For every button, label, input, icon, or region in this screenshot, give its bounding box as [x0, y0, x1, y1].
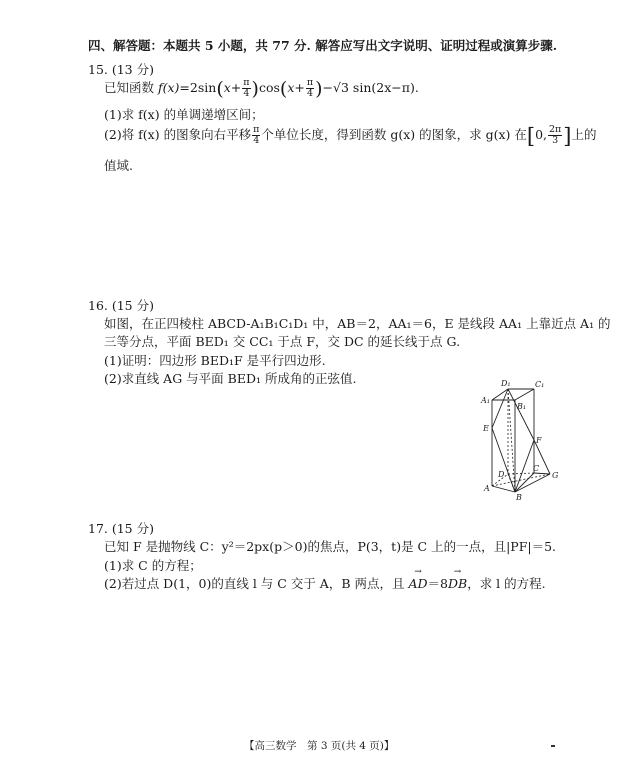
q15-frac-num-b: π: [306, 77, 314, 88]
q15-frac-2pi3: [548, 125, 562, 146]
label-d1: D₁: [501, 379, 511, 388]
page-footer: 【高三数学 第 3 页(共 4 页)】: [244, 740, 395, 752]
label-f: F: [536, 436, 542, 445]
q17-eq8: ＝8: [427, 576, 448, 591]
q15-frac-den-b: 4: [306, 88, 314, 99]
q15-stem-pre: 已知函数: [104, 80, 158, 95]
q17-part2-a: (2)若过点 D(1，0)的直线 l 与 C 交于 A，B 两点，且: [104, 576, 409, 591]
q15-frac-num-c: π: [253, 124, 260, 135]
q17-number: 17. (15 分): [88, 521, 154, 536]
q15-x1: x: [223, 80, 231, 95]
q15-part2: [104, 124, 597, 148]
section-heading: 四、解答题：本题共 5 小题，共 77 分. 解答应写出文字说明、证明过程或演算步骤.: [88, 38, 558, 53]
q15-frac-den-a: 4: [243, 88, 250, 99]
q15-number: 15. (13 分): [88, 62, 154, 77]
q15-stem: [104, 78, 419, 100]
label-b1: B₁: [517, 402, 527, 411]
corner-mark: [551, 745, 555, 747]
q15-frac-num-d: 2π: [549, 124, 562, 135]
label-a1: A₁: [481, 396, 490, 405]
q15-frac-num-a: π: [243, 77, 250, 88]
label-c: C: [533, 464, 540, 473]
q15-frac-pi4-c: [252, 125, 260, 146]
prism-figure: [470, 376, 570, 501]
q15-plus1: +: [230, 80, 242, 95]
q17-part1: (1)求 C 的方程；: [104, 558, 202, 573]
q17-line1: 已知 F 是抛物线 C：y²＝2px(p＞0)的焦点，P(3，t)是 C 上的一点，且|PF|＝5.: [104, 539, 557, 554]
q15-part2-c: 上的: [571, 127, 597, 142]
q15-bracket: ]: [563, 124, 572, 148]
edge-bc: [515, 473, 534, 492]
q15-bracket: [: [526, 124, 536, 148]
q15-paren: ): [251, 78, 259, 100]
q15-part2-cont: 值域.: [104, 158, 133, 173]
q15-interval-start: 0,: [535, 127, 547, 142]
q16-part1: (1)证明：四边形 BED₁F 是平行四边形.: [104, 353, 326, 368]
q16-number: 16. (15 分): [88, 298, 154, 313]
q15-fx: f(x): [157, 80, 180, 95]
q15-frac-pi4-b: [306, 78, 314, 99]
q15-paren: (: [216, 78, 224, 100]
edge-b1c1: [515, 389, 534, 400]
q15-tail: −√3 sin(2x−π).: [322, 80, 419, 95]
q15-part1: (1)求 f(x) 的单调递增区间；: [104, 107, 264, 122]
q16-line2: 三等分点，平面 BED₁ 交 CC₁ 于点 F，交 DC 的延长线于点 G.: [104, 334, 461, 349]
q15-plus2: +: [294, 80, 305, 95]
edge-ab: [492, 486, 515, 492]
q15-eq-a: =2sin: [179, 80, 217, 95]
q17-part2-b: ，求 l 的方程.: [467, 576, 546, 591]
edge-cg: [534, 473, 550, 474]
q15-x2: x: [287, 80, 295, 95]
q15-paren: (: [279, 78, 288, 100]
q15-part2-b: 个单位长度，得到函数 g(x) 的图象，求 g(x) 在: [261, 127, 527, 142]
q16-line1: 如图，在正四棱柱 ABCD-A₁B₁C₁D₁ 中，AB＝2，AA₁＝6，E 是线段 AA₁ 上靠近点 A₁ 的: [104, 316, 611, 331]
q16-part2: (2)求直线 AG 与平面 BED₁ 所成角的正弦值.: [104, 371, 357, 386]
label-c1: C₁: [535, 380, 545, 389]
q17-vec-ad: → AD: [408, 576, 427, 591]
edge-dc: [508, 473, 534, 474]
q15-frac-pi4-a: [242, 78, 250, 99]
q15-frac-den-d: 3: [552, 135, 559, 146]
q15-paren: ): [315, 78, 323, 100]
label-g: G: [552, 471, 559, 480]
q15-frac-den-c: 4: [253, 135, 260, 146]
q17-vec-db: → DB: [448, 576, 467, 591]
q15-part2-a: (2)将 f(x) 的图象向右平移: [104, 127, 252, 142]
label-b: B: [516, 493, 522, 501]
q15-cos: cos: [258, 80, 280, 95]
label-d: D: [498, 470, 505, 479]
label-a: A: [484, 484, 490, 493]
q17-part2: [104, 574, 546, 592]
label-e: E: [483, 424, 489, 433]
